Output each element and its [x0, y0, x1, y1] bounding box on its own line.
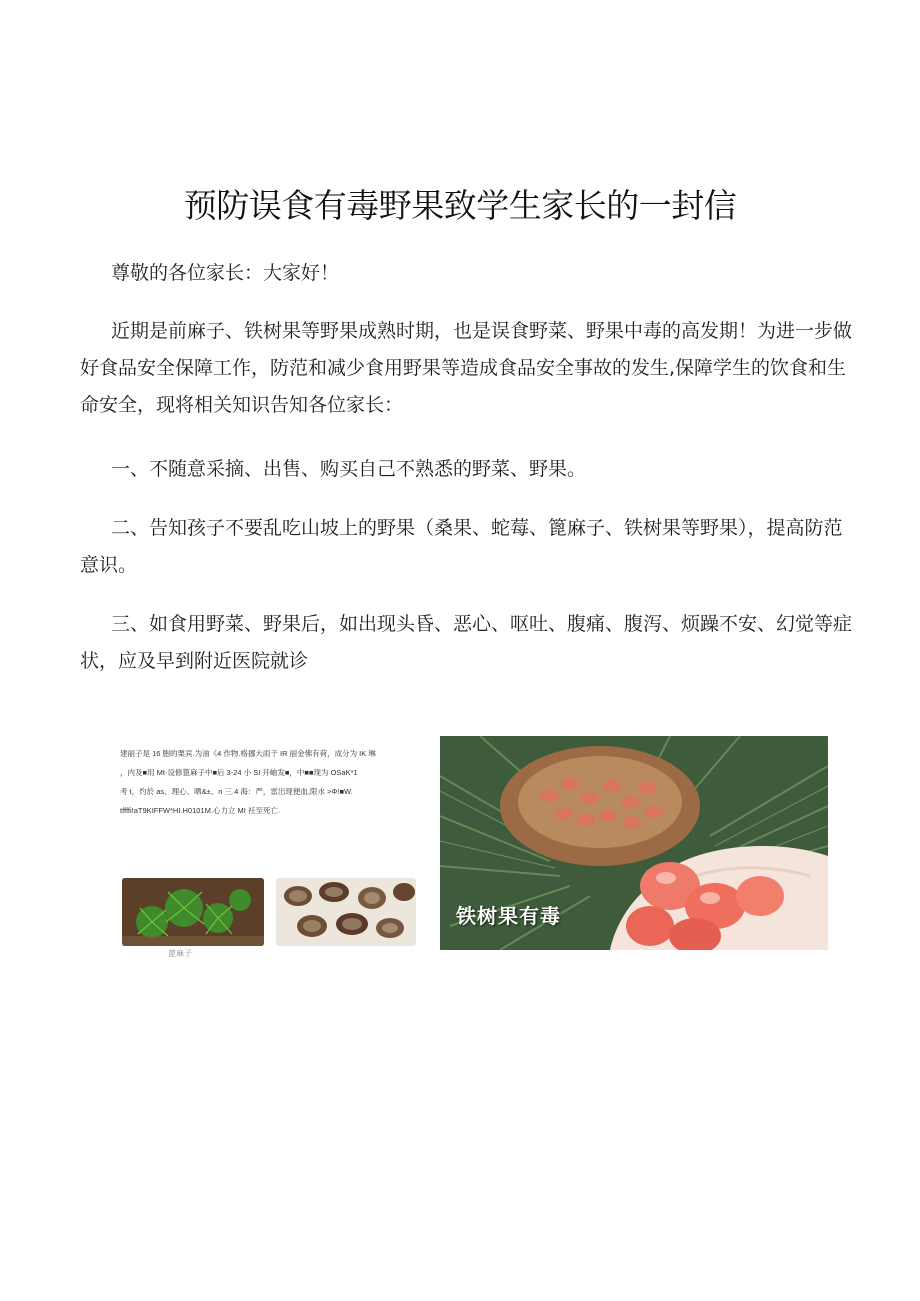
figure-text-line: 建丽子是 16 胞的栗宾.为油《4 作物.格挪大雨干 IR 丽金怫有荷，成分为 IK 琳: [120, 749, 376, 758]
figure-text: [120, 744, 420, 820]
intro-paragraph: 近期是前麻子、铁树果等野果成熟时期，也是误食野菜、野果中毒的高发期！为进一步做好食品安全保障工作，防范和减少食用野果等造成食品安全事故的发生,保障学生的饮食和生命安全，现将相关知识告知各位家长：: [80, 320, 853, 416]
point-two: 二、告知孩子不要乱吃山坡上的野果（桑果、蛇莓、篦麻子、铁树果等野果），提高防范意识。: [80, 517, 843, 576]
page-title: 预防误食有毒野果致学生家长的一封信: [183, 186, 737, 225]
point-three: 三、如食用野菜、野果后，如出现头昏、恶心、呕吐、腹痛、腹泻、烦躁不安、幻觉等症状，应及早到附近医院就诊: [80, 613, 853, 672]
figure-text-line: ，内及■用 Mt-设修篦麻子中■后 3-24 小 SI 开岫发■，中■■现为 OSaK*1: [120, 768, 358, 777]
greeting-paragraph: 尊敬的各位家长：大家好！: [111, 262, 340, 284]
thumb-caption: 蓖麻子: [168, 949, 192, 958]
figure-text-line: tffffi!aT9KIFFW*HI.H0101M.心力立 MI 衽至死亡.: [120, 806, 281, 815]
castor-seed-image: [276, 878, 416, 946]
cycad-fruit-photo: [440, 736, 828, 950]
point-one: 一、不随意采摘、出售、购买自己不熟悉的野菜、野果。: [111, 458, 587, 480]
poison-fruit-figure: [118, 732, 828, 962]
castor-plant-image: [122, 878, 264, 946]
figure-text-line: 考 t，灼於 as、理心、晒&±、n 三.4 海：严，雷岀现便血,限水 >Φ!■W.: [120, 787, 353, 796]
photo-label: 铁树果有毒: [456, 904, 561, 928]
